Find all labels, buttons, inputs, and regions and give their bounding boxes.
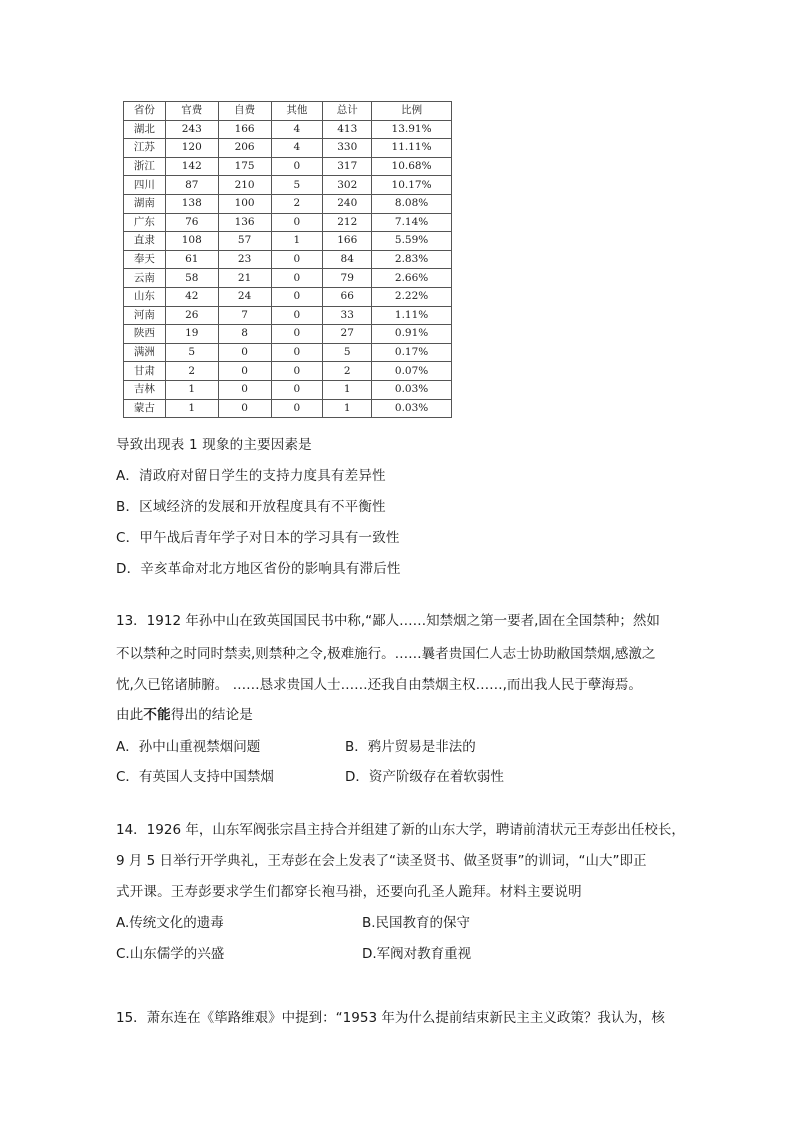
table-row (124, 287, 452, 306)
table-cell: 10.17% (372, 176, 452, 195)
table-cell: 0 (271, 306, 323, 325)
header-other: 其他 (271, 102, 323, 121)
table-cell: 2 (323, 362, 372, 381)
table-cell: 23 (218, 250, 271, 269)
table-cell: 广东 (124, 213, 166, 232)
table-cell: 58 (165, 269, 218, 288)
table-cell: 142 (165, 157, 218, 176)
table-cell: 0.17% (372, 343, 452, 362)
table-cell: 吉林 (124, 380, 166, 399)
table-cell: 210 (218, 176, 271, 195)
table-cell: 0.07% (372, 362, 452, 381)
table-cell: 0 (271, 250, 323, 269)
table-cell: 0 (271, 287, 323, 306)
q15-line-1: 15．萧东连在《筚路维艰》中提到：“1953 年为什么提前结束新民主主义政策？我认为，核 (116, 1010, 665, 1026)
table-cell: 330 (323, 139, 372, 158)
table-cell: 2.83% (372, 250, 452, 269)
table-row (124, 399, 452, 418)
table-row (124, 269, 452, 288)
header-total: 总计 (323, 102, 372, 121)
table-cell: 5 (323, 343, 372, 362)
table-cell: 陕西 (124, 325, 166, 344)
q13-line-4-post: 得出的结论是 (170, 707, 254, 723)
table-cell: 61 (165, 250, 218, 269)
table-cell: 0 (218, 380, 271, 399)
table-cell: 7.14% (372, 213, 452, 232)
table-cell: 云南 (124, 269, 166, 288)
table-cell: 奉天 (124, 250, 166, 269)
q14-option-a: A.传统文化的遗毒 (116, 915, 224, 931)
table-cell: 0 (218, 362, 271, 381)
table-cell: 302 (323, 176, 372, 195)
table-cell: 8 (218, 325, 271, 344)
table-cell: 212 (323, 213, 372, 232)
table-row (124, 325, 452, 344)
table-cell: 0 (271, 213, 323, 232)
q13-line-4-pre: 由此 (116, 707, 144, 723)
table-cell: 206 (218, 139, 271, 158)
table-row (124, 232, 452, 251)
header-ratio: 比例 (372, 102, 452, 121)
table-cell: 2.22% (372, 287, 452, 306)
table-cell: 79 (323, 269, 372, 288)
table-cell: 四川 (124, 176, 166, 195)
table-cell: 5 (165, 343, 218, 362)
table-row (124, 380, 452, 399)
table-cell: 7 (218, 306, 271, 325)
table-cell: 120 (165, 139, 218, 158)
table-cell: 87 (165, 176, 218, 195)
table-cell: 26 (165, 306, 218, 325)
table-cell: 100 (218, 194, 271, 213)
table-cell: 5 (271, 176, 323, 195)
header-official: 官费 (165, 102, 218, 121)
table-cell: 10.68% (372, 157, 452, 176)
table-cell: 4 (271, 139, 323, 158)
table-row (124, 306, 452, 325)
q13-option-b: B．鸦片贸易是非法的 (345, 739, 476, 755)
table-cell: 76 (165, 213, 218, 232)
q13-option-d: D．资产阶级存在着软弱性 (345, 769, 504, 785)
table-cell: 317 (323, 157, 372, 176)
table-cell: 0.03% (372, 380, 452, 399)
table-cell: 湖北 (124, 120, 166, 139)
table-cell: 166 (323, 232, 372, 251)
table-row (124, 176, 452, 195)
table-row (124, 250, 452, 269)
table-cell: 33 (323, 306, 372, 325)
table-cell: 0.91% (372, 325, 452, 344)
header-province: 省份 (124, 102, 166, 121)
table-cell: 0 (218, 343, 271, 362)
q12-stem: 导致出现表 1 现象的主要因素是 (116, 437, 312, 453)
q13-line-3: 忱,久已铭诸肺腑。 ……恳求贵国人士……还我自由禁烟主权……,而出我人民于孽海焉。 (116, 677, 642, 693)
table-cell: 0 (271, 269, 323, 288)
table-cell: 42 (165, 287, 218, 306)
table-cell: 满洲 (124, 343, 166, 362)
table-body (124, 120, 452, 418)
q13-line-1: 13．1912 年孙中山在致英国国民书中称,“鄙人……知禁烟之第一要者,固在全国禁种；然如 (116, 613, 660, 629)
table-cell: 河南 (124, 306, 166, 325)
table-cell: 27 (323, 325, 372, 344)
table-cell: 243 (165, 120, 218, 139)
q13-option-c: C．有英国人支持中国禁烟 (116, 769, 274, 785)
table-cell: 21 (218, 269, 271, 288)
q14-line-2: 9 月 5 日举行开学典礼，王寿彭在会上发表了“读圣贤书、做圣贤事”的训词，“山大”即正 (116, 853, 647, 869)
table-cell: 13.91% (372, 120, 452, 139)
table-cell: 2 (165, 362, 218, 381)
table-cell: 84 (323, 250, 372, 269)
table-cell: 1 (165, 380, 218, 399)
table-header-row (124, 102, 452, 121)
table-cell: 166 (218, 120, 271, 139)
table-cell: 1 (165, 399, 218, 418)
q14-option-d: D.军阀对教育重视 (362, 946, 472, 962)
table-cell: 直隶 (124, 232, 166, 251)
table-cell: 0 (271, 399, 323, 418)
table-row (124, 139, 452, 158)
table-cell: 5.59% (372, 232, 452, 251)
table-cell: 0 (218, 399, 271, 418)
q12-option-b: B．区域经济的发展和开放程度具有不平衡性 (116, 499, 386, 515)
table-row (124, 343, 452, 362)
table-cell: 浙江 (124, 157, 166, 176)
q12-option-c: C．甲午战后青年学子对日本的学习具有一致性 (116, 530, 400, 546)
table-cell: 江苏 (124, 139, 166, 158)
table-cell: 4 (271, 120, 323, 139)
table-cell: 19 (165, 325, 218, 344)
table-cell: 240 (323, 194, 372, 213)
q14-line-1: 14．1926 年，山东军阀张宗昌主持合并组建了新的山东大学，聘请前清状元王寿彭出任校长， (116, 822, 685, 838)
table-cell: 1 (323, 399, 372, 418)
q12-option-d: D．辛亥革命对北方地区省份的影响具有滞后性 (116, 561, 401, 577)
table-cell: 66 (323, 287, 372, 306)
table-cell: 蒙古 (124, 399, 166, 418)
province-student-table (123, 101, 452, 418)
table-cell: 0 (271, 362, 323, 381)
table-cell: 413 (323, 120, 372, 139)
header-self-funded: 自费 (218, 102, 271, 121)
table-cell: 1 (323, 380, 372, 399)
table-cell: 0 (271, 157, 323, 176)
table-cell: 0.03% (372, 399, 452, 418)
table-row (124, 213, 452, 232)
table-cell: 0 (271, 380, 323, 399)
table-cell: 108 (165, 232, 218, 251)
table-cell: 甘肃 (124, 362, 166, 381)
q13-option-a: A．孙中山重视禁烟问题 (116, 739, 261, 755)
table-row (124, 120, 452, 139)
table-cell: 11.11% (372, 139, 452, 158)
q13-line-2: 不以禁种之时同时禁卖,则禁种之令,极难施行。……曩者贵国仁人志士协助敝国禁烟,感激之 (116, 646, 656, 662)
q13-emphasis: 不能 (143, 707, 171, 723)
table-cell: 2.66% (372, 269, 452, 288)
table-cell: 8.08% (372, 194, 452, 213)
table-cell: 24 (218, 287, 271, 306)
table-cell: 2 (271, 194, 323, 213)
table-cell: 山东 (124, 287, 166, 306)
table-row (124, 157, 452, 176)
table-cell: 0 (271, 343, 323, 362)
table-cell: 0 (271, 325, 323, 344)
table-row (124, 362, 452, 381)
q14-option-b: B.民国教育的保守 (362, 915, 471, 931)
table-cell: 57 (218, 232, 271, 251)
table-cell: 175 (218, 157, 271, 176)
table-cell: 138 (165, 194, 218, 213)
table-cell: 1 (271, 232, 323, 251)
table-cell: 1.11% (372, 306, 452, 325)
table-cell: 湖南 (124, 194, 166, 213)
table-cell: 136 (218, 213, 271, 232)
q13-line-4 (116, 706, 253, 724)
q12-option-a: A．清政府对留日学生的支持力度具有差异性 (116, 468, 386, 484)
q14-option-c: C.山东儒学的兴盛 (116, 946, 225, 962)
q14-line-3: 式开课。王寿彭要求学生们都穿长袍马褂，还要向孔圣人跪拜。材料主要说明 (116, 884, 582, 900)
table-row (124, 194, 452, 213)
